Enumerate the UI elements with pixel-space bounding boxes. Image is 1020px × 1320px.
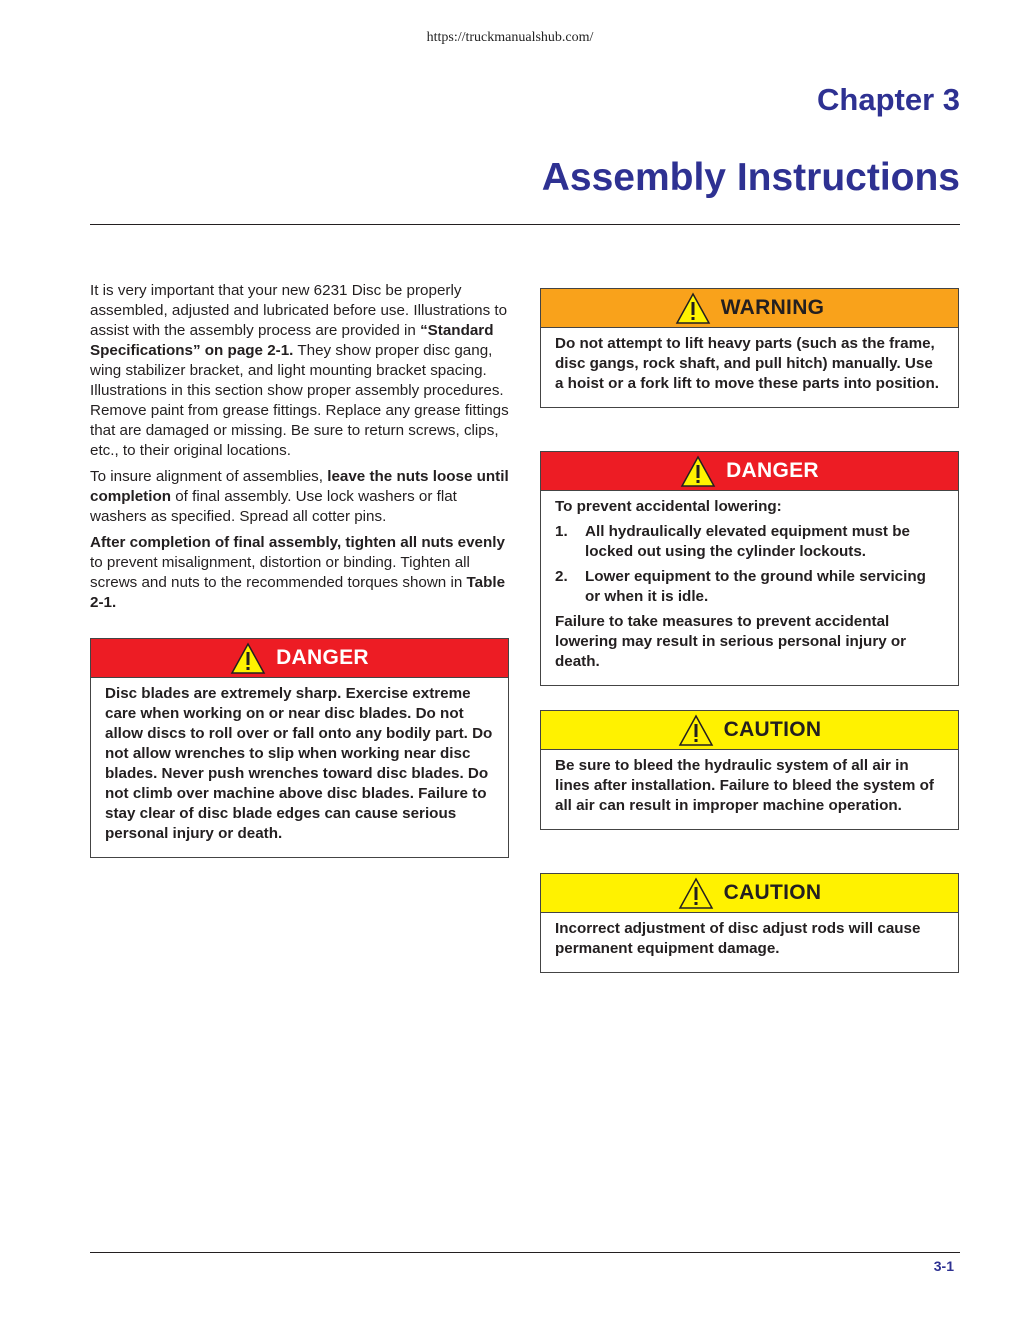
danger-box-disc-blades xyxy=(90,638,509,858)
warning-triangle-icon xyxy=(680,455,716,488)
list-number: 2. xyxy=(555,568,568,585)
danger-body xyxy=(541,491,958,685)
caution-box-hydraulic-bleed xyxy=(540,710,959,830)
warning-box-heavy-parts xyxy=(540,288,959,408)
caution-header xyxy=(541,874,958,913)
danger-steps-list xyxy=(555,522,944,607)
intro-text: of final assembly. Use lock washers or flat washers as specified. Spread all cotter pins. xyxy=(90,488,457,525)
intro-paragraph-1 xyxy=(90,281,510,461)
source-url[interactable]: https://truckmanualshub.com/ xyxy=(426,30,594,45)
list-text: All hydraulically elevated equipment must be locked out using the cylinder lockouts. xyxy=(585,523,910,560)
page-title: Assembly Instructions xyxy=(541,156,960,199)
danger-text: Disc blades are extremely sharp. Exercise extreme care when working on or near disc blades. Do not allow discs to roll over or fall onto any bodily part. Do not allow wrenches to slip when working near disc blades. Never push wrenches toward disc blades. Do not climb over machine above disc blades. Failure to stay clear of disc blade edges can cause serious personal injury or death. xyxy=(105,685,493,842)
warning-triangle-icon xyxy=(675,292,711,325)
danger-label: DANGER xyxy=(276,646,369,669)
caution-label: CAUTION xyxy=(723,881,822,904)
intro-text: They show proper disc gang, wing stabilizer bracket, and light mounting bracket spacing. Illustrations in this section show proper assembly procedures. Remove paint from grease fittings. Replace any grease fittings that are damaged or missing. Be sure to return screws, clips, etc., to their original locations. xyxy=(90,342,509,459)
emphasis-text: leave the nuts loose until completion xyxy=(90,468,509,505)
warning-body xyxy=(541,328,958,407)
intro-text: To insure alignment of assemblies, xyxy=(90,468,328,485)
warning-triangle-icon xyxy=(678,714,714,747)
page-number: 3-1 xyxy=(933,1258,954,1274)
caution-label: CAUTION xyxy=(723,718,822,741)
danger-header xyxy=(91,639,508,678)
caution-body xyxy=(541,913,958,972)
danger-outro-text: Failure to take measures to prevent accidental lowering may result in serious personal injury or death. xyxy=(555,613,907,670)
danger-header xyxy=(541,452,958,491)
caution-text: Be sure to bleed the hydraulic system of all air in lines after installation. Failure to bleed the system of all air can result in improper machine operation. xyxy=(555,757,934,814)
table-reference-link[interactable]: Table 2-1. xyxy=(90,574,506,611)
caution-header xyxy=(541,711,958,750)
caution-text: Incorrect adjustment of disc adjust rods will cause permanent equipment damage. xyxy=(555,920,921,957)
danger-box-accidental-lowering xyxy=(540,451,959,686)
warning-text: Do not attempt to lift heavy parts (such as the frame, disc gangs, rock shaft, and pull hitch) manually. Use a hoist or a fork lift to move these parts into position. xyxy=(555,335,939,392)
list-text: Lower equipment to the ground while servicing or when it is idle. xyxy=(585,568,926,605)
list-item xyxy=(555,567,944,607)
emphasis-text: After completion of final assembly, tighten all nuts evenly xyxy=(90,534,505,551)
intro-column xyxy=(90,281,510,619)
spec-reference-link[interactable]: “Standard Specifications” on page 2-1. xyxy=(90,322,494,359)
list-number: 1. xyxy=(555,523,568,540)
intro-paragraph-3 xyxy=(90,533,510,613)
warning-triangle-icon xyxy=(678,877,714,910)
danger-label: DANGER xyxy=(726,459,819,482)
caution-body xyxy=(541,750,958,829)
intro-text: It is very important that your new 6231 Disc be properly assembled, adjusted and lubricated before use. Illustrations to assist with the assembly process are provided in xyxy=(90,282,508,339)
caution-box-adjust-rods xyxy=(540,873,959,973)
warning-header xyxy=(541,289,958,328)
warning-triangle-icon xyxy=(230,642,266,675)
list-item xyxy=(555,522,944,562)
footer-divider xyxy=(90,1252,960,1253)
intro-paragraph-2 xyxy=(90,467,510,527)
header-divider xyxy=(90,224,960,225)
danger-body xyxy=(91,678,508,857)
chapter-label: Chapter 3 xyxy=(817,82,960,117)
danger-intro-text: To prevent accidental lowering: xyxy=(555,498,782,515)
warning-label: WARNING xyxy=(720,296,825,319)
intro-text: to prevent misalignment, distortion or binding. Tighten all screws and nuts to the recommended torques shown in xyxy=(90,554,470,591)
